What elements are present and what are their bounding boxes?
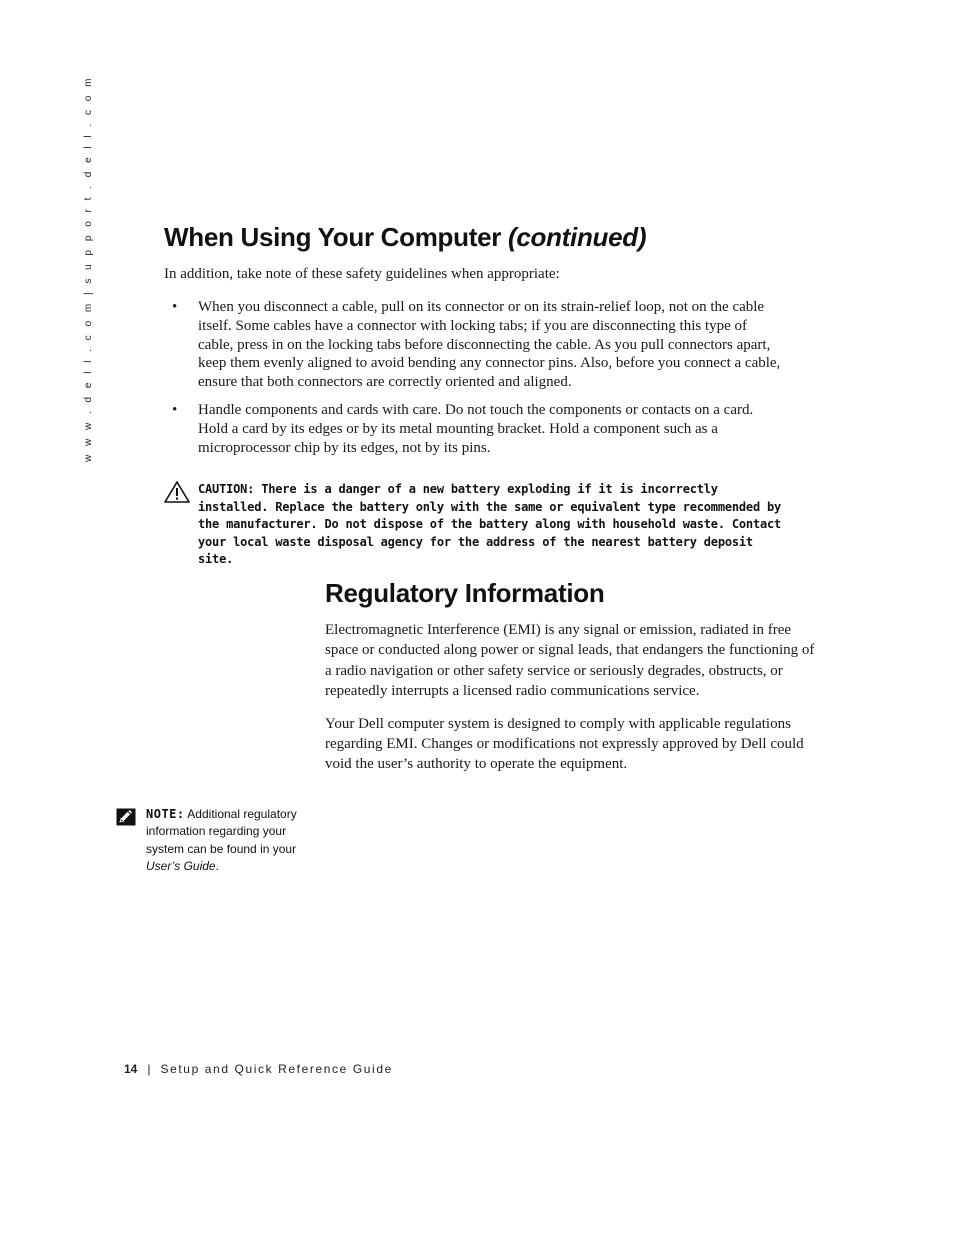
bullet-icon: • — [172, 299, 178, 315]
footer-separator: | — [147, 1062, 151, 1076]
regulatory-body — [325, 620, 815, 787]
intro-paragraph: In addition, take note of these safety guidelines when appropriate: — [164, 266, 560, 282]
pencil-note-icon — [116, 808, 136, 826]
warning-triangle-icon — [164, 481, 190, 503]
list-item — [164, 401, 784, 457]
side-website-url: w w w . d e l l . c o m | s u p p o r t . d e l l . c o m — [83, 75, 94, 462]
list-item — [164, 298, 784, 392]
section-title-regulatory: Regulatory Information — [325, 578, 605, 608]
note-body: Additional regulatory information regarding your system can be found in your — [146, 807, 297, 856]
caution-block — [164, 481, 784, 569]
list-item-text: When you disconnect a cable, pull on its connector or on its strain-relief loop, not on the cable itself. Some cables have a connector with locking tabs; if you are disconnecting this type of cable, press in on the locking tabs before disconnecting the cable. As you pull connectors apart, keep them evenly aligned to avoid bending any connector pins. Also, before you connect a cable, ensure that both connectors are correctly oriented and aligned. — [198, 299, 781, 391]
users-guide-reference: User’s Guide — [146, 859, 216, 874]
paragraph-emi: Electromagnetic Interference (EMI) is any signal or emission, radiated in free space or conducted along power or signal leads, that endangers the functioning of a radio navigation or other safety service or seriously degrades, obstructs, or repeatedly interrupts a licensed radio communications service. — [325, 622, 815, 700]
title-main: When Using Your Computer — [164, 222, 502, 252]
note-label: NOTE: — [146, 807, 185, 821]
caution-text: CAUTION: There is a danger of a new battery exploding if it is incorrectly installed. Replace the battery only with the same or equivalent type recommended by the manufacturer. Do not dispose of the battery along with household waste. Contact your local waste disposal agency for the address of the nearest battery deposit site. — [198, 482, 782, 567]
bullet-icon: • — [172, 401, 178, 418]
note-end: . — [215, 859, 219, 874]
title-continued: (continued) — [508, 222, 647, 252]
page-number: 14 — [124, 1062, 138, 1076]
footer-guide-title: Setup and Quick Reference Guide — [160, 1062, 393, 1076]
section-title-when-using — [164, 222, 646, 253]
page-footer — [124, 1062, 393, 1076]
note-block — [116, 806, 316, 876]
paragraph-compliance: Your Dell computer system is designed to comply with applicable regulations regarding EMI. Changes or modifications not expressly approved by Dell could void the user’s authority to operate the equipment. — [325, 715, 804, 773]
note-text — [146, 806, 316, 876]
safety-guidelines-list — [164, 298, 784, 466]
list-item-text: Handle components and cards with care. Do not touch the components or contacts on a card. Hold a card by its edges or by its metal mounting bracket. Hold a component such as a microprocessor chip by its edges, not by its pins. — [198, 401, 754, 456]
